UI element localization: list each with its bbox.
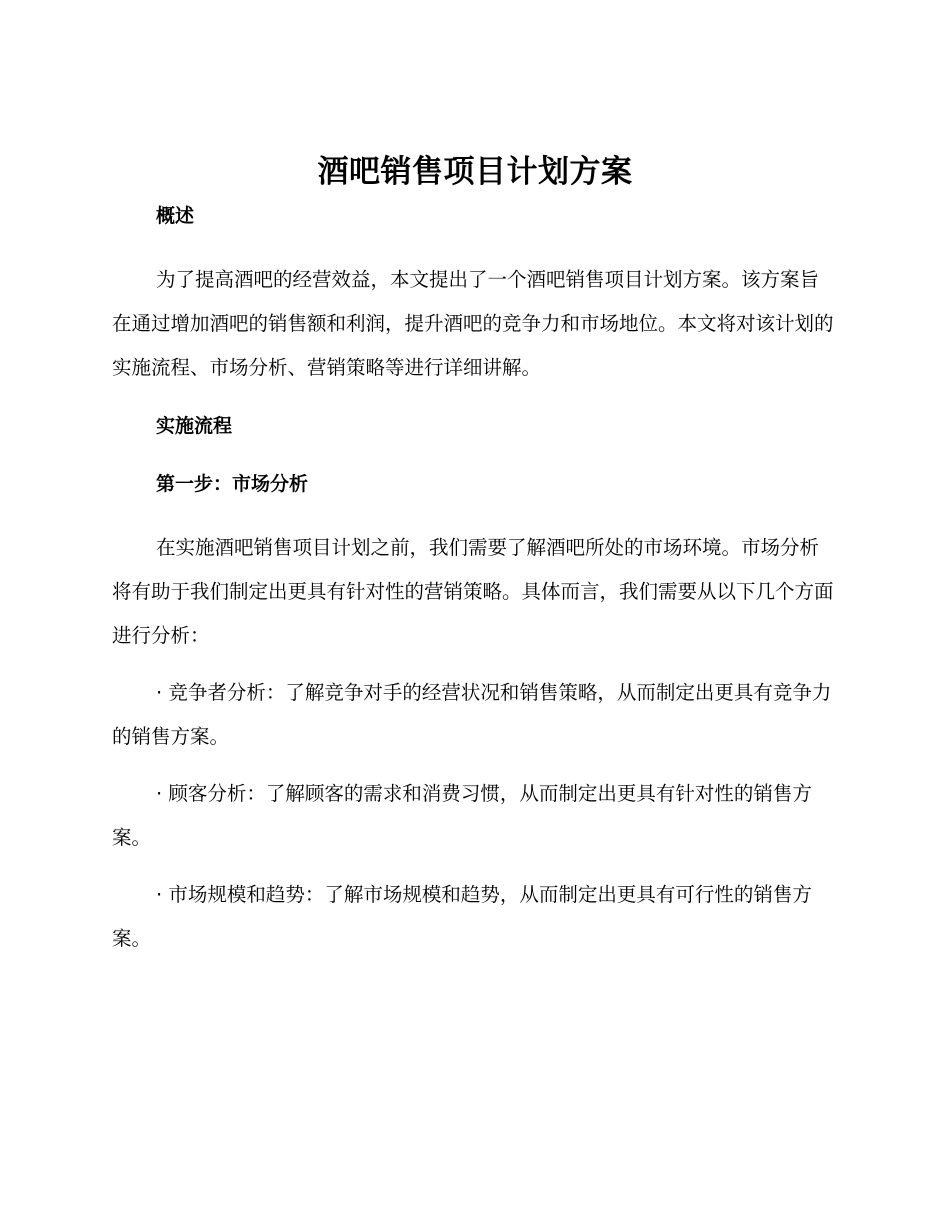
section-heading-implementation: 实施流程	[156, 415, 233, 437]
section-heading-step1-market-analysis: 第一步：市场分析	[156, 473, 309, 495]
bullet-market-scale-trends: · 市场规模和趋势：了解市场规模和趋势，从而制定出更具有可行性的销售方案。	[112, 883, 812, 950]
overview-paragraph: 为了提高酒吧的经营效益，本文提出了一个酒吧销售项目计划方案。该方案旨在通过增加酒吧的销售额和利润，提升酒吧的竞争力和市场地位。本文将对该计划的实施流程、市场分析、营销策略等进行详细讲解。	[112, 268, 834, 379]
bullet-competitor-analysis: · 竞争者分析：了解竞争对手的经营状况和销售策略，从而制定出更具有竞争力的销售方案。	[112, 681, 832, 748]
document-title: 酒吧销售项目计划方案	[317, 154, 633, 190]
section-heading-overview: 概述	[156, 205, 195, 227]
analysis-bullet-list	[112, 671, 838, 961]
bullet-customer-analysis: · 顾客分析：了解顾客的需求和消费习惯，从而制定出更具有针对性的销售方案。	[112, 782, 812, 849]
market-analysis-paragraph: 在实施酒吧销售项目计划之前，我们需要了解酒吧所处的市场环境。市场分析将有助于我们制定出更具有针对性的营销策略。具体而言，我们需要从以下几个方面进行分析：	[112, 536, 834, 647]
